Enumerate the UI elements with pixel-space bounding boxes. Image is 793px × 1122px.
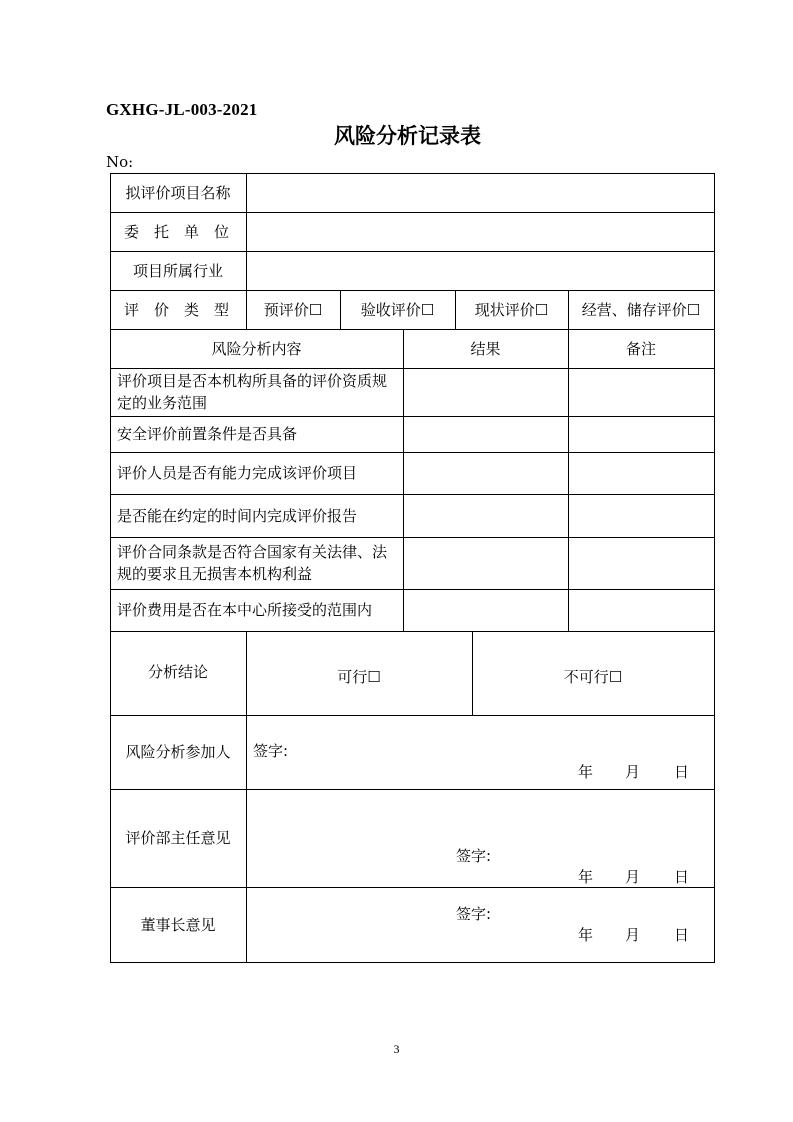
analysis-result-header: 结果 bbox=[470, 339, 501, 358]
analysis-result-cell[interactable] bbox=[403, 452, 568, 494]
project-name-label: 拟评价项目名称 bbox=[125, 183, 231, 202]
analysis-item: 评价合同条款是否符合国家有关法律、法规的要求且无损害本机构利益 bbox=[117, 543, 388, 583]
analysis-item: 评价人员是否有能力完成该评价项目 bbox=[117, 464, 358, 482]
participants-day-label: 日 bbox=[674, 763, 690, 781]
chairman-day-label: 日 bbox=[674, 926, 690, 944]
conclusion-feasible-option[interactable]: 可行☐ bbox=[337, 668, 381, 686]
conclusion-infeasible-option[interactable]: 不可行☐ bbox=[563, 668, 623, 686]
document-code: GXHG-JL-003-2021 bbox=[106, 100, 258, 119]
chairman-year-label: 年 bbox=[578, 926, 594, 944]
analysis-item: 评价费用是否在本中心所接受的范围内 bbox=[117, 601, 373, 619]
industry-label: 项目所属行业 bbox=[132, 261, 223, 280]
page-title: 风险分析记录表 bbox=[334, 123, 481, 148]
analysis-content-header: 风险分析内容 bbox=[211, 339, 302, 358]
analysis-remark-cell[interactable] bbox=[568, 416, 714, 452]
project-name-field[interactable] bbox=[246, 173, 714, 212]
analysis-result-cell[interactable] bbox=[403, 368, 568, 416]
participants-month-label: 月 bbox=[625, 763, 641, 781]
page-number: 3 bbox=[393, 1042, 400, 1056]
eval-type-option-pre[interactable]: 预评价☐ bbox=[263, 300, 323, 319]
eval-type-option-status[interactable]: 现状评价☐ bbox=[474, 300, 549, 319]
analysis-remark-header: 备注 bbox=[625, 339, 656, 358]
eval-type-label: 评价类型 bbox=[123, 300, 244, 319]
participants-year-label: 年 bbox=[578, 763, 594, 781]
conclusion-label: 分析结论 bbox=[147, 663, 208, 681]
chairman-sign-label: 签字: bbox=[456, 905, 492, 923]
industry-field[interactable] bbox=[246, 251, 714, 290]
serial-number-label: No: bbox=[106, 153, 134, 171]
participants-signature-area[interactable] bbox=[300, 720, 700, 784]
client-field[interactable] bbox=[246, 212, 714, 251]
analysis-item: 安全评价前置条件是否具备 bbox=[117, 425, 298, 443]
analysis-remark-cell[interactable] bbox=[568, 452, 714, 494]
analysis-result-cell[interactable] bbox=[403, 537, 568, 589]
eval-type-option-operation-storage[interactable]: 经营、储存评价☐ bbox=[581, 300, 701, 319]
director-day-label: 日 bbox=[674, 868, 690, 886]
director-month-label: 月 bbox=[625, 868, 641, 886]
director-opinion-field[interactable] bbox=[250, 794, 710, 844]
chairman-month-label: 月 bbox=[625, 926, 641, 944]
director-opinion-label: 评价部主任意见 bbox=[125, 829, 231, 847]
analysis-remark-cell[interactable] bbox=[568, 537, 714, 589]
chairman-opinion-label: 董事长意见 bbox=[140, 915, 216, 934]
analysis-item: 是否能在约定的时间内完成评价报告 bbox=[117, 506, 358, 525]
client-label: 委托单位 bbox=[123, 222, 244, 241]
participants-sign-label: 签字: bbox=[253, 742, 289, 760]
analysis-remark-cell[interactable] bbox=[568, 589, 714, 631]
director-year-label: 年 bbox=[578, 868, 594, 886]
analysis-result-cell[interactable] bbox=[403, 494, 568, 537]
analysis-remark-cell[interactable] bbox=[568, 368, 714, 416]
analysis-remark-cell[interactable] bbox=[568, 494, 714, 537]
analysis-item: 评价项目是否本机构所具备的评价资质规定的业务范围 bbox=[117, 372, 388, 412]
chairman-opinion-field[interactable] bbox=[250, 890, 440, 958]
analysis-result-cell[interactable] bbox=[403, 589, 568, 631]
participants-label: 风险分析参加人 bbox=[125, 743, 231, 761]
eval-type-option-acceptance[interactable]: 验收评价☐ bbox=[360, 300, 435, 319]
analysis-result-cell[interactable] bbox=[403, 416, 568, 452]
director-sign-label: 签字: bbox=[456, 847, 492, 865]
